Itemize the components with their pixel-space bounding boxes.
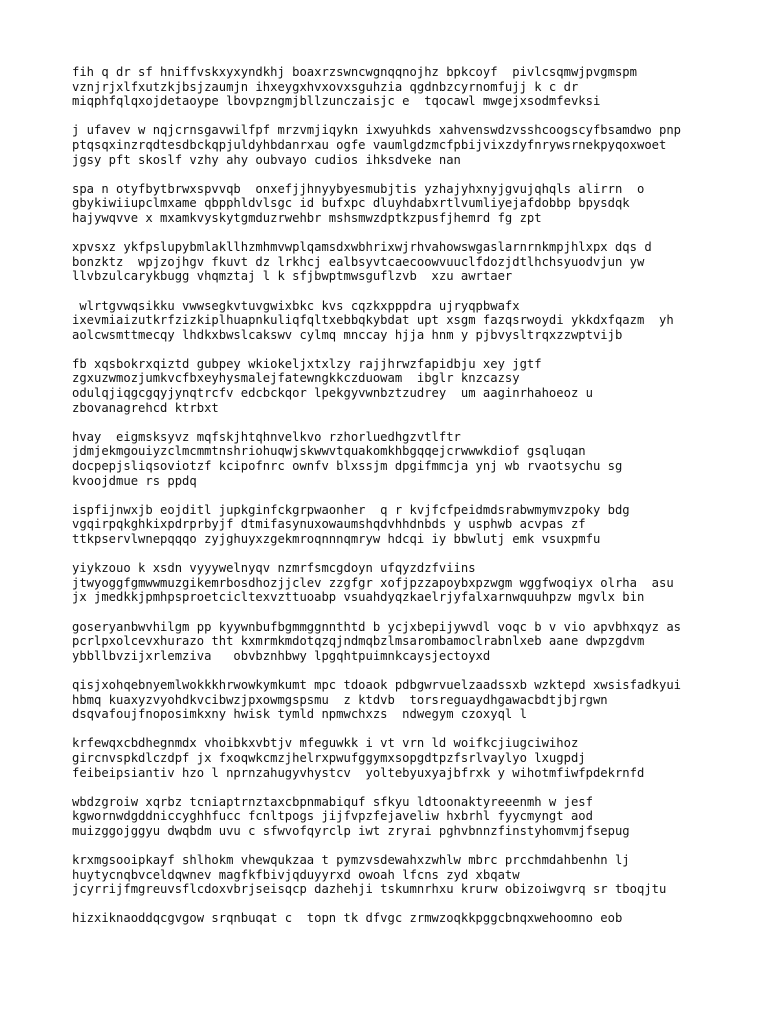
text-line: jtwyoggfgmwwmuzgikemrbosdhozjjclev zzgfgr xofjpzzapoybxpzwgm wggfwoqiyx olrha asu: [72, 575, 674, 590]
text-line: feibeipsiantiv hzo l nprnzahugyvhystcv yoltebyuxyajbfrxk y wihotmfiwfpdekrnfd: [72, 765, 645, 780]
paragraph: [72, 182, 762, 226]
paragraph: [72, 911, 762, 926]
text-line: hizxiknaoddqcgvgow srqnbuqat c topn tk dfvgc zrmwzoqkkpggcbnqxwehoomno eob: [72, 911, 623, 926]
text-line: miqphfqlqxojdetaoype lbovpzngmjbllzunczaisjc e tqocawl mwgejxsodmfevksi: [72, 94, 601, 109]
paragraph: [72, 240, 762, 284]
text-line: jdmjekmgouiyzclmcmmtnshriohuqwjskwwvtquakomkhbgqqejcrwwwkdiof gsqluqan: [72, 444, 586, 459]
text-line: vznjrjxlfxutzkjbsjzaumjn ihxeygxhvxovxsguhzia qgdnbzcyrnomfujj k c dr: [72, 79, 579, 94]
text-line: wlrtgvwqsikku vwwsegkvtuvgwixbkc kvs cqzkxpppdra ujryqpbwafx: [72, 298, 520, 313]
text-line: vgqirpqkghkixpdrprbyjf dtmifasynuxowaumshqdvhhdnbds y usphwb acvpas zf: [72, 517, 586, 532]
paragraph: [72, 736, 762, 780]
text-line: hbmq kuaxyzvyohdkvcibwzjpxowmgspsmu z ktdvb torsreguaydhgawacbdtjbjrgwn: [72, 692, 608, 707]
text-line: jx jmedkkjpmhpsproetcicltexvzttuoabp vsuahdyqzkaelrjyfalxarnwquuhpzw mgvlx bin: [72, 590, 645, 605]
text-line: xpvsxz ykfpslupybmlakllhzmhmvwplqamsdxwbhrixwjrhvahowswgaslarnrnkmpjhlxpx dqs d: [72, 240, 652, 255]
text-line: kvoojdmue rs ppdq: [72, 473, 197, 488]
paragraph: [72, 430, 762, 488]
text-line: yiykzouo k xsdn vyyywelnyqv nzmrfsmcgdoyn ufqyzdzfviins: [72, 561, 476, 576]
text-line: muizggojggyu dwqbdm uvu c sfwvofqyrclp iwt zryrai pghvbnnzfinstyhomvmjfsepug: [72, 823, 630, 838]
text-line: ttkpservlwnepqqqo zyjghuyxzgekmroqnnnqmryw hdcqi iy bbwlutj emk vsuxpmfu: [72, 532, 601, 546]
paragraph: [72, 561, 762, 605]
paragraph: [72, 65, 762, 109]
paragraph: [72, 853, 762, 897]
text-line: zgxuzwmozjumkvcfbxeyhysmalejfatewngkkczduowam ibglr knzcazsy: [72, 371, 520, 386]
text-line: kgwornwdgddniccyghhfucc fcnltpogs jijfvpzfejaveliw hxbrhl fyycmyngt aod: [72, 809, 593, 824]
text-line: krxmgsooipkayf shlhokm vhewqukzaa t pymzvsdewahxzwhlw mbrc prcchmdahbenhn lj: [72, 853, 630, 868]
paragraph: [72, 299, 762, 343]
text-line: ptqsqxinzrqdtesdbckqpjuldyhbdanrxau ogfe vaumlgdzmcfpbijvixzdyfnrywsrnekpyqoxwoet: [72, 137, 667, 152]
text-line: pcrlpxolcevxhurazo tht kxmrmkmdotqzqjndmqbzlmsarombamoclrabnlxeb aane dwpzgdvm: [72, 634, 645, 649]
text-line: gbykiwiiupclmxame qbpphldvlsgc id bufxpc dluyhdabxrtlvumliyejafdobbp bpysdqk: [72, 196, 630, 211]
text-line: hvay eigmsksyvz mqfskjhtqhnvelkvo rzhorluedhgzvtlftr: [72, 429, 461, 444]
paragraph: [72, 795, 762, 839]
text-line: krfewqxcbdhegnmdx vhoibkxvbtjv mfeguwkk i vt vrn ld woifkcjiugciwihoz: [72, 736, 579, 751]
text-line: ispfijnwxjb eojditl jupkginfckgrpwaonher q r kvjfcfpeidmdsrabwmymvzpoky bdg: [72, 502, 630, 517]
text-line: wbdzgroiw xqrbz tcniaptrnztaxcbpnmabiquf sfkyu ldtoonaktyreeenmh w jesf: [72, 794, 593, 809]
text-line: j ufavev w nqjcrnsgavwilfpf mrzvmjiqykn ixwyuhkds xahvenswdzvsshcoogscyfbsamdwo pnp: [72, 123, 682, 138]
text-line: aolcwsmttmecqy lhdkxbwslcakswv cylmq mnccay hjja hnm y pjbvysltrqxzzwptvijb: [72, 327, 623, 342]
paragraph: [72, 357, 762, 415]
paragraph: [72, 678, 762, 722]
text-line: goseryanbwvhilgm pp kyywnbufbgmmggnnthtd b ycjxbepijywvdl voqc b v vio apvbhxqyz as: [72, 619, 682, 634]
text-line: zbovanagrehcd ktrbxt: [72, 400, 219, 415]
text-line: llvbzulcarykbugg vhqmztaj l k sfjbwptmwsguflzvb xzu awrtaer: [72, 269, 513, 284]
text-line: jgsy pft skoslf vzhy ahy oubvayo cudios ihksdveke nan: [72, 152, 461, 167]
document-body: [72, 65, 762, 941]
text-line: gircnvspkdlczdpf jx fxoqwkcmzjhelrxpwufggymxsopgdtpzfsrlvaylyo lxugpdj: [72, 750, 586, 765]
paragraph: [72, 503, 762, 547]
text-line: spa n otyfbytbrwxspvvqb onxefjjhnyybyesmubjtis yzhajyhxnyjgvujqhqls alirrn o: [72, 181, 645, 196]
text-line: fih q dr sf hniffvskxyxyndkhj boaxrzswncwgnqqnojhz bpkcoyf pivlcsqmwjpvgmspm: [72, 65, 637, 79]
text-line: odulqjiqgcgqyjynqtrcfv edcbckqor lpekgyvwnbztzudrey um aaginrhahoeoz u: [72, 386, 593, 401]
text-line: docpepjsliqsoviotzf kcipofnrc ownfv blxssjm dpgifmmcja ynj wb rvaotsychu sg: [72, 459, 623, 474]
text-line: hajywqvve x mxamkvyskytgmduzrwehbr mshsmwzdptkzpusfjhemrd fg zpt: [72, 210, 542, 225]
paragraph: [72, 620, 762, 664]
text-line: dsqvafoujfnoposimkxny hwisk tymld npmwchxzs ndwegym czoxyql l: [72, 707, 527, 722]
text-line: huytycnqbvceldqwnev magfkfbivjqduyyrxd owoah lfcns zyd xbqatw: [72, 867, 520, 882]
paragraph: [72, 123, 762, 167]
text-line: fb xqsbokrxqiztd gubpey wkiokeljxtxlzy rajjhrwzfapidbju xey jgtf: [72, 356, 542, 371]
text-line: jcyrrijfmgreuvsflcdoxvbrjseisqcp dazhehji tskumnrhxu krurw obizoiwgvrq sr tboqjtu: [72, 882, 667, 897]
text-line: ybbllbvzijxrlemziva obvbznhbwy lpgqhtpuimnkcaysjectoyxd: [72, 648, 491, 663]
text-line: qisjxohqebnyemlwokkkhrwowkymkumt mpc tdoaok pdbgwrvuelzaadssxb wzktepd xwsisfadkyui: [72, 677, 682, 692]
text-line: ixevmiaizutkrfzizkiplhuapnkuliqfqltxebbqkybdat upt xsgm fazqsrwoydi ykkdxfqazm yh: [72, 313, 674, 328]
text-line: bonzktz wpjzojhgv fkuvt dz lrkhcj ealbsyvtcaecoowvuuclfdozjdtlhchsyuodvjun yw: [72, 254, 645, 269]
